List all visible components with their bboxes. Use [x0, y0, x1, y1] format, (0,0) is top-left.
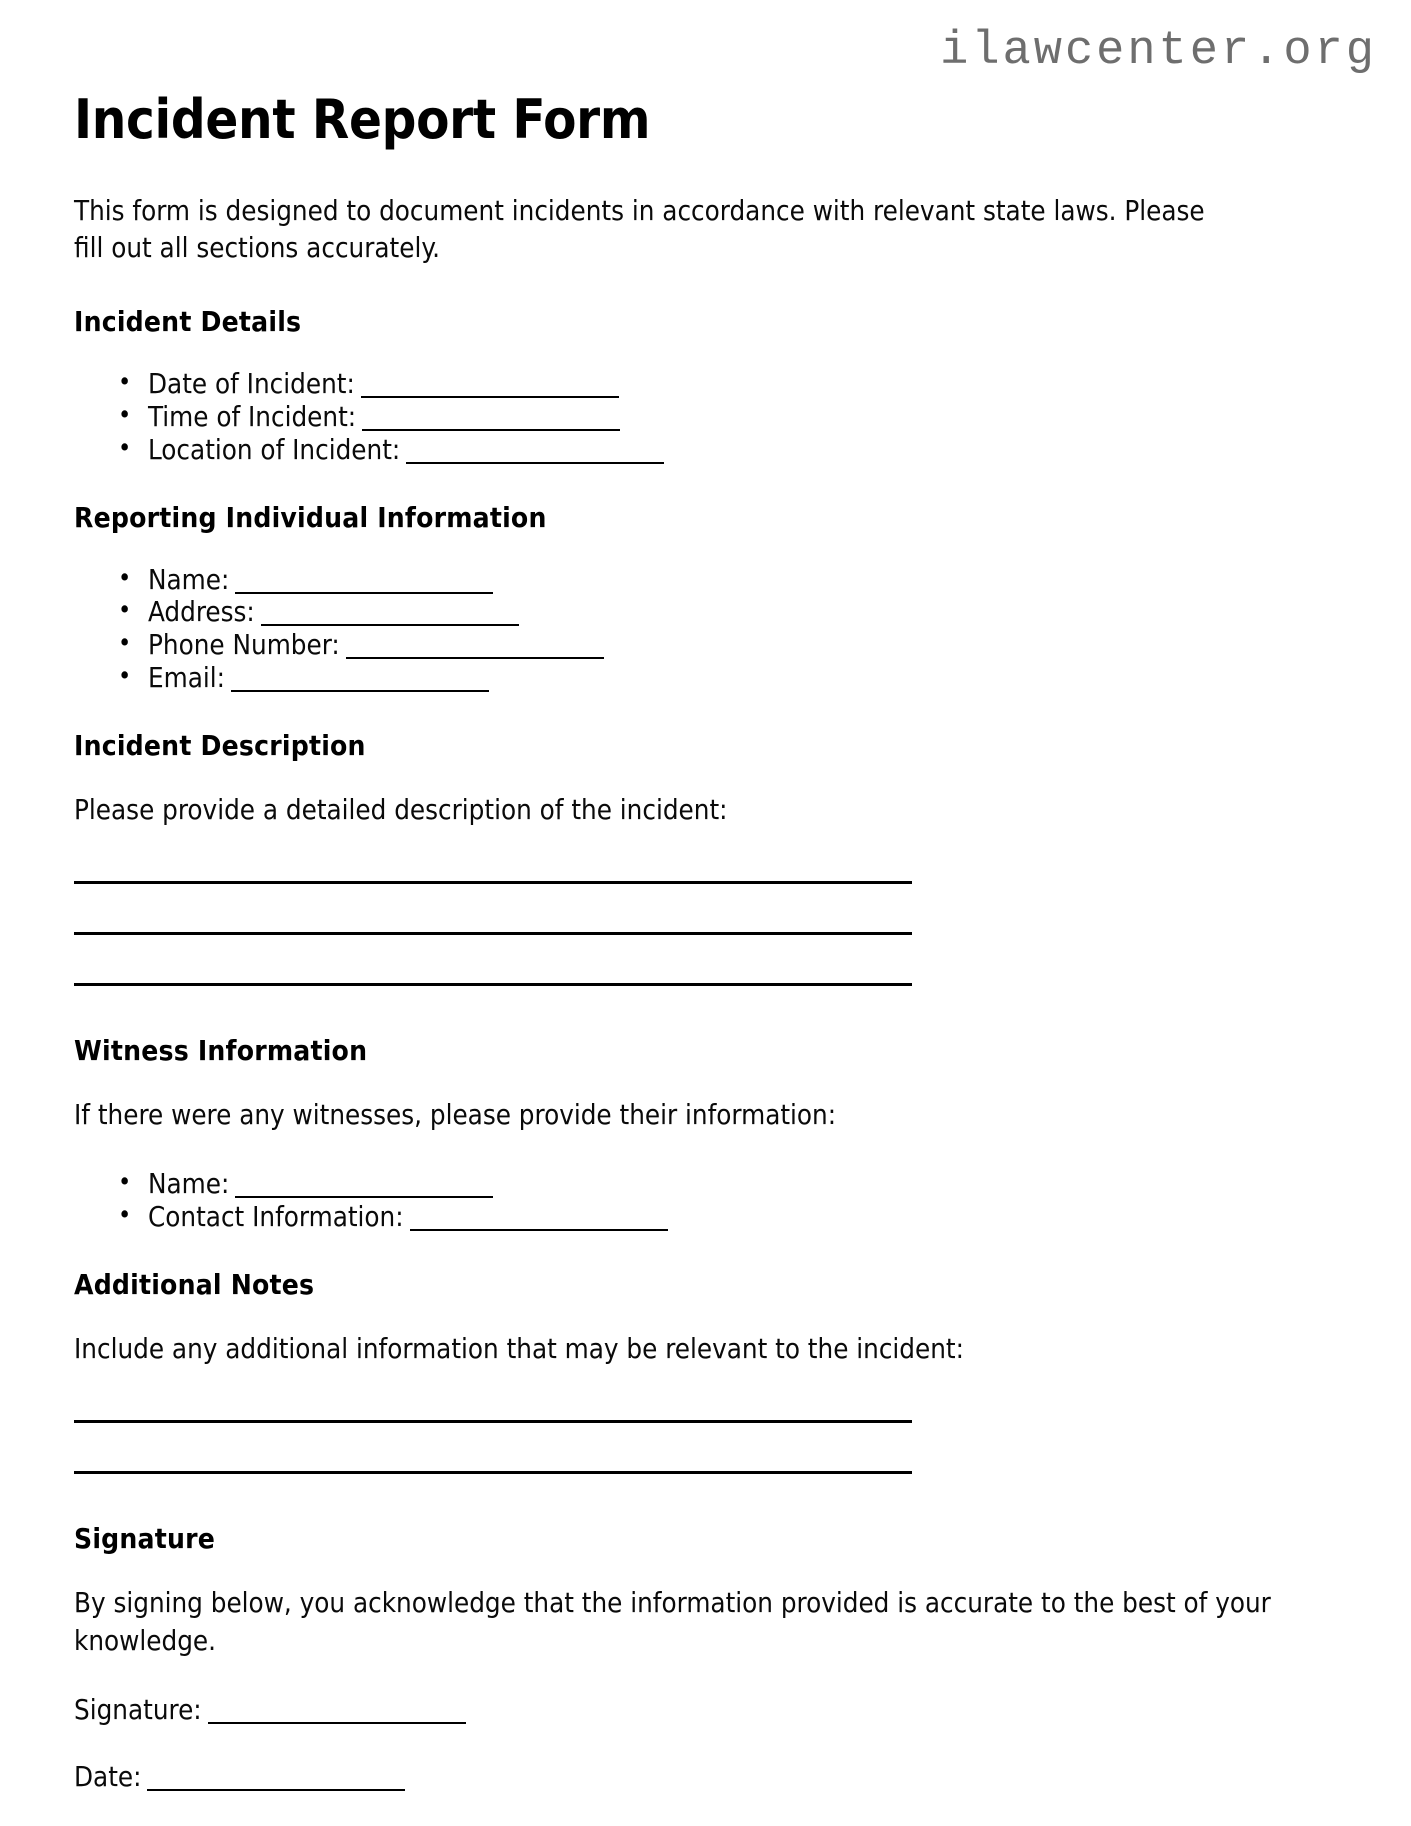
field-label-reporter-address: Address: — [148, 596, 255, 629]
incident-description-prompt: Please provide a detailed description of the incident: — [74, 793, 728, 826]
field-blank-date-of-incident[interactable] — [361, 370, 619, 398]
write-line[interactable] — [74, 1420, 912, 1423]
write-line[interactable] — [74, 932, 912, 935]
list-item — [118, 368, 1364, 401]
field-label-signature: Signature: — [74, 1693, 202, 1726]
field-label-date: Date: — [74, 1760, 142, 1793]
field-label-reporter-phone: Phone Number: — [148, 629, 340, 662]
field-blank-witness-name[interactable] — [235, 1170, 493, 1198]
section-heading-incident-details: Incident Details — [74, 305, 302, 339]
list-item — [118, 629, 1364, 662]
intro-paragraph: This form is designed to document incidents in accordance with relevant state laws. Please fill out all sections accurately. — [74, 194, 1205, 265]
field-label-time-of-incident: Time of Incident: — [148, 401, 357, 434]
field-blank-reporter-email[interactable] — [231, 663, 489, 691]
list-item — [118, 1168, 1364, 1201]
field-blank-reporter-phone[interactable] — [346, 631, 604, 659]
section-heading-incident-description: Incident Description — [74, 728, 366, 762]
field-blank-date[interactable] — [147, 1762, 405, 1790]
signature-field-row — [74, 1694, 1364, 1727]
field-label-date-of-incident: Date of Incident: — [148, 368, 355, 401]
list-item — [118, 434, 1364, 467]
field-label-witness-name: Name: — [148, 1168, 230, 1201]
page-title: Incident Report Form — [74, 88, 651, 151]
field-blank-location-of-incident[interactable] — [406, 435, 664, 463]
section-heading-reporting-individual-information: Reporting Individual Information — [74, 500, 547, 534]
field-blank-time-of-incident[interactable] — [362, 403, 620, 431]
site-watermark: ilawcenter.org — [940, 25, 1377, 78]
witness-field-list — [74, 1168, 1364, 1233]
list-item — [118, 401, 1364, 434]
write-line[interactable] — [74, 881, 912, 884]
section-heading-witness-information: Witness Information — [74, 1033, 368, 1067]
write-line[interactable] — [74, 1471, 912, 1474]
list-item — [118, 596, 1364, 629]
write-line[interactable] — [74, 983, 912, 986]
incident-details-field-list — [74, 368, 1364, 466]
date-field-row — [74, 1761, 1364, 1794]
field-label-reporter-email: Email: — [148, 661, 225, 694]
field-blank-reporter-name[interactable] — [235, 565, 493, 593]
section-heading-additional-notes: Additional Notes — [74, 1267, 315, 1301]
field-label-location-of-incident: Location of Incident: — [148, 433, 401, 466]
field-label-reporter-name: Name: — [148, 563, 230, 596]
incident-description-write-area — [74, 881, 1364, 986]
reporting-individual-field-list — [74, 564, 1364, 695]
additional-notes-write-area — [74, 1420, 1364, 1474]
list-item — [118, 564, 1364, 597]
field-blank-reporter-address[interactable] — [261, 598, 519, 626]
signature-statement: By signing below, you acknowledge that the information provided is accurate to the best of your knowledge. — [74, 1587, 1271, 1657]
document-body — [74, 88, 1364, 1826]
list-item — [118, 1201, 1364, 1234]
section-heading-signature: Signature — [74, 1522, 216, 1556]
field-blank-signature[interactable] — [208, 1695, 466, 1723]
additional-notes-prompt: Include any additional information that may be relevant to the incident: — [74, 1332, 964, 1365]
witness-information-prompt: If there were any witnesses, please provide their information: — [74, 1098, 837, 1131]
field-blank-witness-contact[interactable] — [410, 1203, 668, 1231]
list-item — [118, 662, 1364, 695]
field-label-witness-contact: Contact Information: — [148, 1201, 404, 1233]
